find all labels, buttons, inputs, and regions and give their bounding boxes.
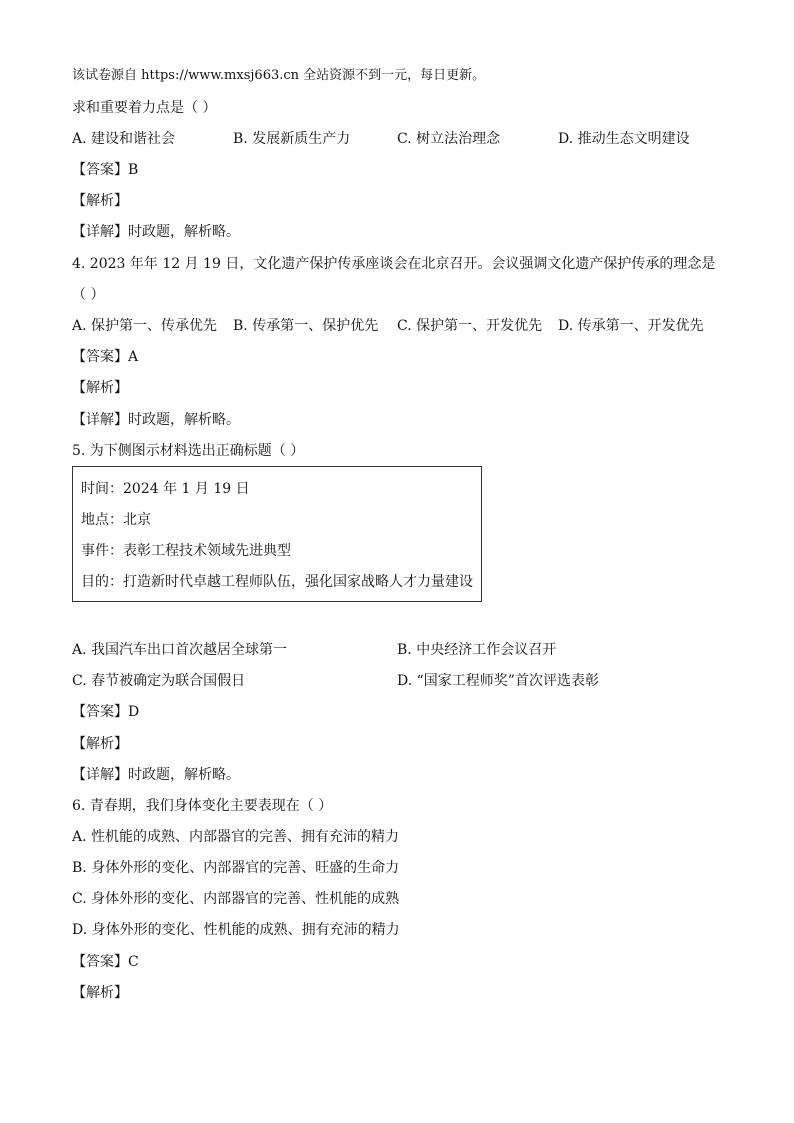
q5-material-place: 地点：北京: [81, 512, 151, 528]
q3-option-c: C. 树立法治理念: [397, 131, 501, 147]
q6-option-b: B. 身体外形的变化、内部器官的完善、旺盛的生命力: [72, 860, 400, 876]
q3-detail: 【详解】时政题，解析略。: [72, 224, 240, 240]
q4-analysis: 【解析】: [72, 380, 128, 396]
q6-option-d: D. 身体外形的变化、性机能的成熟、拥有充沛的精力: [72, 922, 400, 938]
q3-stem-tail: 求和重要着力点是（ ）: [72, 100, 217, 116]
q5-answer: 【答案】D: [72, 704, 140, 720]
q6-answer: 【答案】C: [72, 954, 139, 970]
q3-analysis: 【解析】: [72, 193, 128, 209]
q5-option-a: A. 我国汽车出口首次越居全球第一: [72, 642, 288, 658]
q6-analysis: 【解析】: [72, 985, 128, 1001]
q4-option-d: D. 传承第一、开发优先: [558, 318, 704, 334]
q4-detail: 【详解】时政题，解析略。: [72, 412, 240, 428]
q5-material-time: 时间：2024 年 1 月 19 日: [81, 481, 250, 497]
q4-option-b: B. 传承第一、保护优先: [233, 318, 379, 334]
q5-analysis: 【解析】: [72, 736, 128, 752]
q6-option-c: C. 身体外形的变化、内部器官的完善、性机能的成熟: [72, 891, 400, 907]
q4-answer: 【答案】A: [72, 349, 139, 365]
q5-material-box: [72, 466, 482, 602]
q6-option-a: A. 性机能的成熟、内部器官的完善、拥有充沛的精力: [72, 829, 400, 845]
q4-stem-line1: 4. 2023 年年 12 月 19 日，文化遗产保护传承座谈会在北京召开。会议强调文化遗产保护传承的理念是: [72, 256, 716, 272]
q5-detail: 【详解】时政题，解析略。: [72, 767, 240, 783]
q4-stem-line2: （ ）: [72, 287, 105, 303]
q4-option-c: C. 保护第一、开发优先: [397, 318, 543, 334]
q6-stem: 6. 青春期，我们身体变化主要表现在（ ）: [72, 798, 333, 814]
q3-option-d: D. 推动生态文明建设: [558, 131, 690, 147]
q5-stem: 5. 为下侧图示材料选出正确标题（ ）: [72, 443, 305, 459]
q3-answer: 【答案】B: [72, 162, 139, 178]
q5-option-d: D. “国家工程师奖”首次评选表彰: [397, 673, 599, 689]
q3-option-a: A. 建设和谐社会: [72, 131, 176, 147]
q4-option-a: A. 保护第一、传承优先: [72, 318, 218, 334]
q5-option-c: C. 春节被确定为联合国假日: [72, 673, 246, 689]
q5-option-b: B. 中央经济工作会议召开: [397, 642, 557, 658]
q3-option-b: B. 发展新质生产力: [233, 131, 351, 147]
q5-material-purpose: 目的：打造新时代卓越工程师队伍，强化国家战略人才力量建设: [81, 574, 473, 590]
source-header: 该试卷源自 https://www.mxsj663.cn 全站资源不到一元，每日更新。: [72, 68, 486, 83]
q5-material-event: 事件：表彰工程技术领域先进典型: [81, 543, 291, 559]
